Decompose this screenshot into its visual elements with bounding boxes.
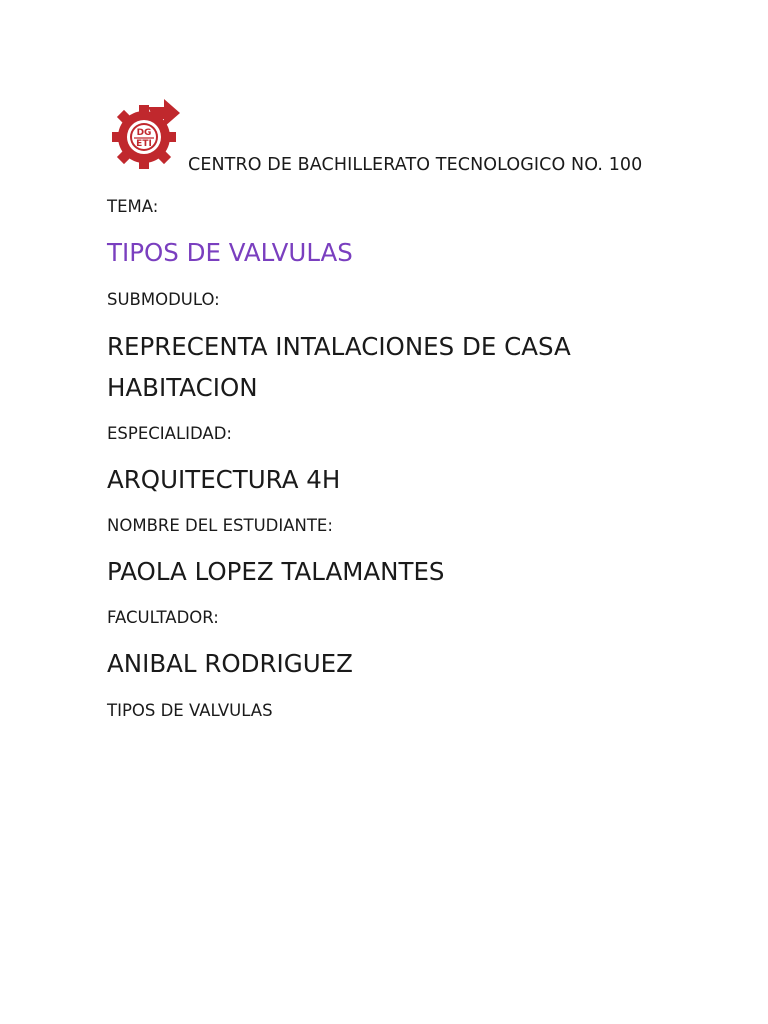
estudiante-label: NOMBRE DEL ESTUDIANTE:	[107, 516, 333, 535]
facultador-label: FACULTADOR:	[107, 608, 219, 627]
estudiante-value: PAOLA LOPEZ TALAMANTES	[107, 557, 445, 586]
footer-text: TIPOS DE VALVULAS	[107, 701, 273, 720]
school-name: CENTRO DE BACHILLERATO TECNOLOGICO NO. 100	[188, 155, 643, 175]
especialidad-label: ESPECIALIDAD:	[107, 424, 232, 443]
submodulo-label: SUBMODULO:	[107, 290, 220, 309]
submodulo-value-line1: REPRECENTA INTALACIONES DE CASA	[107, 332, 571, 361]
facultador-value: ANIBAL RODRIGUEZ	[107, 649, 353, 678]
svg-text:ETI: ETI	[136, 139, 152, 149]
svg-text:DG: DG	[136, 128, 152, 138]
tema-label: TEMA:	[107, 197, 159, 216]
dgeti-gear-logo-icon	[108, 93, 182, 175]
tema-value: TIPOS DE VALVULAS	[107, 238, 353, 267]
especialidad-value: ARQUITECTURA 4H	[107, 465, 341, 494]
submodulo-value-line2: HABITACION	[107, 373, 258, 402]
